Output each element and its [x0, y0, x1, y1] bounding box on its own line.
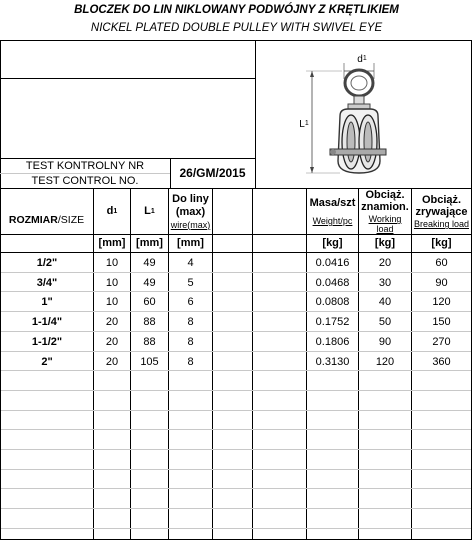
- header-l1-sub: 1: [150, 207, 155, 215]
- cell-mass: 0.0416: [315, 256, 350, 269]
- dim-l1-sub: 1: [304, 120, 309, 128]
- header-d1-sub: 1: [113, 207, 118, 215]
- row-gridline: [1, 449, 471, 450]
- cell-work: 50: [378, 315, 392, 328]
- unit-mass: [kg]: [322, 237, 343, 250]
- test-label-pl: TEST KONTROLNY NR: [25, 159, 145, 172]
- header-d1: [94, 189, 130, 234]
- test-label-en: TEST CONTROL NO.: [31, 174, 139, 187]
- cell-d1: 20: [105, 335, 119, 348]
- cell-mass: 0.1752: [315, 315, 350, 328]
- header-size-pl: ROZMIAR: [8, 213, 58, 226]
- cell-l1: 105: [140, 355, 159, 368]
- unit-work: [kg]: [374, 237, 396, 250]
- row-gridline: [1, 488, 471, 489]
- test-number: 26/GM/2015: [179, 165, 246, 180]
- header-size-sep: /: [57, 213, 61, 226]
- cell-l1: 60: [143, 295, 156, 308]
- header-rope-line1: Do liny: [172, 193, 209, 206]
- cell-l1: 49: [143, 256, 156, 269]
- title-english: NICKEL PLATED DOUBLE PULLEY WITH SWIVEL EYE: [90, 22, 383, 34]
- header-rope: [169, 191, 212, 233]
- cell-d1: 20: [105, 315, 119, 328]
- cell-rope: 5: [187, 276, 194, 289]
- header-mass-pl: Masa/szt: [309, 197, 356, 209]
- unit-d1: [mm]: [98, 237, 126, 250]
- cell-size: 3/4": [36, 276, 58, 289]
- header-working-load: [359, 191, 411, 233]
- cell-d1: 10: [105, 295, 119, 308]
- header-work-pl-1: Obciąż.: [365, 189, 405, 202]
- header-rope-en-max: (max): [187, 219, 211, 230]
- cell-break: 120: [432, 295, 451, 308]
- header-size: [0, 189, 93, 252]
- cell-break: 90: [435, 276, 448, 289]
- cell-size: 1": [41, 295, 53, 308]
- unit-rope: [mm]: [177, 237, 204, 250]
- cell-d1: 10: [105, 256, 119, 269]
- cell-rope: 8: [187, 335, 194, 348]
- header-rope-en: wire: [170, 219, 188, 230]
- header-work-pl-2: znamion.: [361, 201, 409, 214]
- dim-l1-text: L: [299, 118, 305, 130]
- cell-l1: 49: [143, 276, 156, 289]
- cell-break: 60: [435, 256, 448, 269]
- row-gridline: [1, 508, 471, 509]
- header-break-pl-2: zrywające: [415, 206, 468, 219]
- header-l1: [131, 189, 168, 234]
- header-work-en: Working load: [368, 214, 402, 235]
- cell-size: 1-1/4": [31, 315, 63, 328]
- cell-mass: 0.0468: [315, 276, 350, 289]
- dim-d1-sub: 1: [362, 55, 367, 63]
- cell-work: 90: [378, 335, 392, 348]
- cell-break: 360: [432, 355, 451, 368]
- cell-size: 1/2": [36, 256, 58, 269]
- cell-size: 1-1/2": [31, 335, 63, 348]
- cell-break: 150: [432, 315, 451, 328]
- cell-mass: 0.3130: [315, 355, 350, 368]
- row-gridline: [1, 390, 471, 391]
- cell-mass: 0.0808: [315, 295, 350, 308]
- row-gridline: [1, 469, 471, 470]
- cell-rope: 8: [187, 355, 194, 368]
- dim-d1-text: d: [357, 53, 363, 65]
- header-break-pl-1: Obciąż.: [421, 193, 462, 206]
- frame-right: [471, 40, 472, 540]
- box-divider: [0, 78, 255, 79]
- cell-rope: 4: [187, 256, 194, 269]
- header-break-en: Breaking load: [413, 219, 470, 230]
- cell-rope: 6: [187, 295, 194, 308]
- row-gridline: [1, 429, 471, 430]
- cell-mass: 0.1806: [315, 335, 350, 348]
- header-mass-en: Weight/pc: [312, 216, 353, 227]
- header-mass: [307, 191, 358, 233]
- cell-rope: 8: [187, 315, 194, 328]
- cell-break: 270: [432, 335, 451, 348]
- unit-break: [kg]: [431, 237, 452, 250]
- cell-work: 30: [378, 276, 392, 289]
- unit-l1: [mm]: [136, 237, 163, 250]
- cell-l1: 88: [143, 315, 156, 328]
- cell-d1: 10: [105, 276, 119, 289]
- header-size-en: SIZE: [60, 213, 85, 226]
- header-rope-line2: (max): [175, 205, 206, 218]
- title-polish: BLOCZEK DO LIN NIKLOWANY PODWÓJNY Z KRĘTLIKIEM: [74, 4, 399, 16]
- cell-work: 40: [378, 295, 392, 308]
- header-breaking-load: [412, 191, 471, 233]
- cell-work: 20: [378, 256, 392, 269]
- col-line: [252, 188, 253, 539]
- header-l1-text: L: [144, 205, 151, 218]
- row-gridline: [1, 528, 471, 529]
- col-line: [212, 188, 213, 539]
- dim-l1-label: [298, 118, 310, 130]
- cell-d1: 20: [105, 355, 119, 368]
- cell-work: 120: [375, 355, 395, 368]
- cell-size: 2": [41, 355, 53, 368]
- cell-l1: 88: [143, 335, 156, 348]
- row-gridline: [1, 410, 471, 411]
- header-d1-text: d: [106, 205, 114, 218]
- dim-d1-label: [356, 53, 368, 65]
